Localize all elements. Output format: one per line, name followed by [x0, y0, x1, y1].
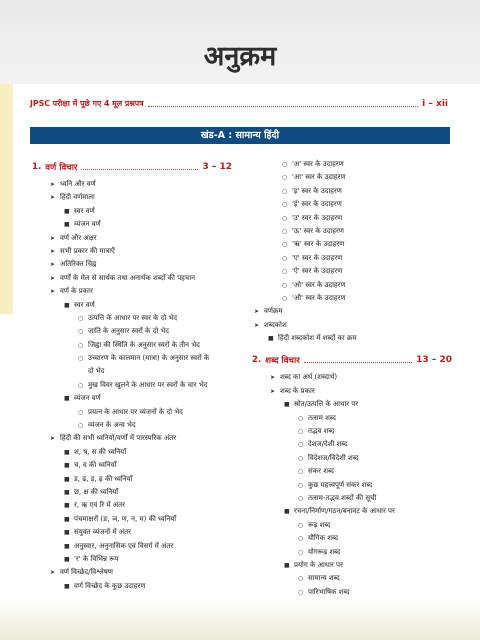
circle-bullet-icon: ○ — [298, 494, 304, 502]
square-bullet-icon: ■ — [64, 207, 70, 215]
square-bullet-icon: ■ — [64, 502, 70, 510]
toc-list-item[interactable] — [50, 272, 232, 285]
toc-list-item[interactable] — [270, 586, 452, 599]
square-bullet-icon: ■ — [268, 335, 274, 343]
toc-item-label: संयुक्त व्यंजनों में अंतर — [74, 528, 131, 537]
square-bullet-icon: ■ — [64, 301, 70, 309]
chapter-title: वर्ण विचार — [45, 163, 78, 173]
toc-item-label: व्यंजन के अन्य भेद — [88, 421, 136, 430]
dot-leader — [148, 106, 419, 107]
toc-item-label: दो भेद — [88, 367, 105, 376]
toc-list-item[interactable] — [270, 438, 452, 451]
arrow-bullet-icon: ➤ — [270, 374, 276, 382]
toc-entry-label: JPSC परीक्षा में पूछे गए 4 मूल प्रश्नपत्र — [30, 99, 144, 108]
square-bullet-icon: ■ — [64, 462, 70, 470]
square-bullet-icon: ■ — [64, 529, 70, 537]
toc-item-label: जिह्वा की स्थिति के अनुसार स्वरों के तीन भेद — [88, 340, 200, 349]
toc-item-label: पंचमाक्षरों (ङ, ञ, ण, न, म) की ध्वनियाँ — [74, 514, 177, 523]
circle-bullet-icon: ○ — [298, 521, 304, 529]
toc-list-item[interactable] — [254, 332, 452, 345]
circle-bullet-icon: ○ — [282, 227, 288, 235]
toc-list-item[interactable] — [50, 499, 232, 512]
toc-list-item[interactable] — [270, 546, 452, 559]
arrow-bullet-icon: ➤ — [50, 234, 56, 242]
toc-item-label: पारिभाषिक शब्द — [308, 587, 350, 596]
toc-list-item[interactable] — [50, 486, 232, 499]
circle-bullet-icon: ○ — [78, 341, 84, 349]
section-title: खंड-A : सामान्य हिंदी — [200, 130, 280, 141]
toc-list-item[interactable] — [50, 218, 232, 231]
arrow-bullet-icon: ➤ — [270, 387, 276, 395]
toc-list-item[interactable] — [50, 406, 232, 419]
toc-item-label: 'ऐ' स्वर के उदाहरण — [292, 267, 343, 276]
circle-bullet-icon: ○ — [282, 268, 288, 276]
toc-item-label: अनुस्वार, अनुनासिक एवं विसर्ग में अंतर — [74, 541, 174, 550]
toc-list-item[interactable] — [50, 352, 232, 365]
toc-item-label: तद्भव शब्द — [308, 427, 335, 436]
toc-list-item[interactable] — [254, 305, 452, 318]
arrow-bullet-icon: ➤ — [50, 435, 56, 443]
toc-item-label: वर्णक्रम — [264, 307, 283, 316]
circle-bullet-icon: ○ — [78, 422, 84, 430]
toc-entry-jpsc[interactable] — [30, 97, 448, 111]
toc-list-item[interactable] — [254, 292, 452, 305]
toc-list-item[interactable] — [50, 553, 232, 566]
toc-list-item[interactable] — [270, 519, 452, 532]
toc-item-label: 'आ' स्वर के उदाहरण — [292, 173, 346, 182]
toc-right-column — [252, 158, 452, 599]
toc-item-label: जाति के अनुसार स्वरों के दो भेद — [88, 327, 170, 336]
toc-list-item[interactable] — [254, 319, 452, 332]
circle-bullet-icon: ○ — [78, 355, 84, 363]
arrow-bullet-icon: ➤ — [254, 308, 260, 316]
square-bullet-icon: ■ — [284, 561, 290, 569]
toc-item-label: ड, ढ, ड़, ढ़ की ध्वनियाँ — [74, 474, 133, 483]
toc-item-label: वर्ण और अक्षर — [60, 233, 97, 242]
square-bullet-icon: ■ — [64, 448, 70, 456]
circle-bullet-icon: ○ — [78, 408, 84, 416]
toc-list-item[interactable] — [50, 526, 232, 539]
toc-list-item[interactable] — [50, 540, 232, 553]
toc-list-item[interactable] — [254, 265, 452, 278]
arrow-bullet-icon: ➤ — [50, 288, 56, 296]
circle-bullet-icon: ○ — [298, 535, 304, 543]
toc-list-item[interactable] — [50, 446, 232, 459]
toc-item-label: कुछ महत्त्वपूर्ण संकर शब्द — [308, 480, 373, 489]
circle-bullet-icon: ○ — [298, 441, 304, 449]
toc-list-item[interactable] — [270, 465, 452, 478]
toc-item-label: 'इ' स्वर के उदाहरण — [292, 186, 342, 195]
toc-item-label: हिंदी वर्णमाला — [60, 193, 95, 202]
toc-item-label: र, ऋ एवं रि में अंतर — [74, 501, 126, 510]
toc-item-label: मुख विवर खुलने के आधार पर स्वरों के चार भेद — [88, 380, 208, 389]
chapter-pages: 3 – 12 — [202, 162, 232, 172]
toc-item-label: 'ई' स्वर के उदाहरण — [292, 200, 342, 209]
toc-item-label: स्वर वर्ण — [74, 206, 95, 215]
toc-list-item[interactable] — [254, 238, 452, 251]
toc-list-item[interactable] — [50, 473, 232, 486]
toc-list-item[interactable] — [254, 279, 452, 292]
toc-item-label: योगरूढ़ शब्द — [308, 547, 341, 556]
circle-bullet-icon: ○ — [282, 161, 288, 168]
square-bullet-icon: ■ — [64, 488, 70, 496]
toc-list-item[interactable] — [50, 285, 232, 298]
circle-bullet-icon: ○ — [282, 187, 288, 195]
toc-item-label: स्वर वर्ण — [74, 300, 95, 309]
square-bullet-icon: ■ — [64, 555, 70, 563]
toc-list-item[interactable] — [270, 398, 452, 411]
toc-item-label: संकर शब्द — [308, 467, 335, 476]
circle-bullet-icon: ○ — [298, 548, 304, 556]
toc-item-label: हिंदी की सभी ध्वनियों/वर्णों में पारस्परिक अंतर — [60, 434, 177, 443]
toc-list-item[interactable] — [270, 532, 452, 545]
toc-item-label: 'र' के विभिन्न रूप — [74, 554, 119, 563]
toc-list-item[interactable] — [50, 178, 232, 191]
toc-list-item[interactable] — [50, 392, 232, 405]
toc-list-item[interactable] — [50, 339, 232, 352]
circle-bullet-icon: ○ — [298, 414, 304, 422]
circle-bullet-icon: ○ — [298, 588, 304, 596]
toc-item-label: रचना/निर्माण/गठन/बनावट के आधार पर — [294, 507, 395, 516]
toc-list-item[interactable] — [254, 212, 452, 225]
toc-item-label: च, व की ध्वनियाँ — [74, 461, 117, 470]
toc-list-item[interactable] — [50, 365, 232, 378]
toc-item-label: उत्पत्ति के आधार पर स्वर के दो भेद — [88, 313, 178, 322]
dot-leader — [81, 169, 198, 170]
toc-list-item[interactable] — [50, 191, 232, 204]
toc-list-item[interactable] — [50, 419, 232, 432]
arrow-bullet-icon: ➤ — [50, 194, 56, 202]
toc-list-item[interactable] — [50, 459, 232, 472]
square-bullet-icon: ■ — [284, 401, 290, 409]
circle-bullet-icon: ○ — [298, 481, 304, 489]
arrow-bullet-icon: ➤ — [50, 261, 56, 269]
toc-list-item[interactable] — [254, 171, 452, 184]
square-bullet-icon: ■ — [64, 542, 70, 550]
toc-item-label: 'ऋ' स्वर के उदाहरण — [292, 240, 345, 249]
toc-list — [270, 371, 452, 599]
toc-item-label: स्रोत/उत्पत्ति के आधार पर — [294, 400, 359, 409]
toc-item-label: शब्द का अर्थ (शब्दार्थ) — [280, 373, 338, 382]
circle-bullet-icon: ○ — [298, 468, 304, 476]
toc-item-label: वर्णों के मेल से सार्थक तथा अनार्थक शब्दों की पहचान — [60, 273, 196, 282]
toc-item-label: ध्वनि और वर्ण — [60, 180, 96, 188]
arrow-bullet-icon: ➤ — [50, 247, 56, 255]
toc-item-label: शब्दकोश — [264, 320, 287, 329]
toc-list-item[interactable] — [270, 505, 452, 518]
circle-bullet-icon: ○ — [282, 201, 288, 209]
toc-list — [50, 178, 232, 593]
square-bullet-icon: ■ — [64, 515, 70, 523]
toc-list-item[interactable] — [270, 371, 452, 384]
decorative-strip — [0, 84, 13, 314]
toc-list-item[interactable] — [50, 379, 232, 392]
toc-list-item[interactable] — [50, 299, 232, 312]
circle-bullet-icon: ○ — [298, 575, 304, 583]
toc-list-item[interactable] — [254, 198, 452, 211]
circle-bullet-icon: ○ — [78, 314, 84, 322]
toc-item-label: 'ए' स्वर के उदाहरण — [292, 253, 343, 262]
toc-item-label: वर्ण विच्छेद के कुछ उदाहरण — [74, 581, 146, 590]
toc-list-item[interactable] — [270, 559, 452, 572]
toc-list-item[interactable] — [254, 185, 452, 198]
toc-item-label: 'औ' स्वर के उदाहरण — [292, 293, 346, 302]
toc-item-label: सामान्य शब्द — [308, 574, 340, 583]
toc-item-label: 'ऊ' स्वर के उदाहरण — [292, 226, 344, 235]
circle-bullet-icon: ○ — [282, 281, 288, 289]
chapter-heading[interactable] — [32, 160, 232, 174]
chapter-number: 2. — [252, 355, 262, 366]
circle-bullet-icon: ○ — [78, 381, 84, 389]
toc-list-item[interactable] — [50, 232, 232, 245]
toc-list-item[interactable] — [270, 452, 452, 465]
toc-item-label: विदेशज/विदेशी शब्द — [308, 453, 359, 462]
square-bullet-icon: ■ — [64, 475, 70, 483]
toc-item-label: शब्द के प्रकार — [280, 386, 315, 395]
toc-list-item[interactable] — [254, 158, 452, 171]
arrow-bullet-icon: ➤ — [50, 569, 56, 577]
toc-item-label: तत्सम शब्द — [308, 413, 336, 422]
section-banner — [30, 127, 450, 144]
arrow-bullet-icon: ➤ — [50, 181, 56, 188]
toc-list-item[interactable] — [50, 325, 232, 338]
toc-list-item[interactable] — [270, 385, 452, 398]
toc-list-item[interactable] — [270, 492, 452, 505]
page-title: अनुक्रम — [203, 41, 277, 72]
toc-item-label: तत्सम-तद्भव शब्दों की सूची — [308, 493, 377, 502]
toc-item-label: अतिरिक्त चिह्न — [60, 260, 97, 269]
toc-item-label: 'ओ' स्वर के उदाहरण — [292, 280, 346, 289]
chapter-title: शब्द विचार — [265, 356, 300, 367]
chapter-pages: 13 – 20 — [416, 355, 452, 366]
dot-leader — [304, 362, 412, 363]
toc-list-item[interactable] — [50, 580, 232, 593]
toc-item-label: यौगिक शब्द — [308, 534, 339, 543]
toc-item-label: उच्चारण के कालमान (मात्रा) के अनुसार स्वरों के — [88, 354, 210, 363]
chapter-number: 1. — [32, 162, 42, 172]
square-bullet-icon: ■ — [64, 395, 70, 403]
toc-list-item[interactable] — [270, 425, 452, 438]
toc-item-label: प्रयोग के आधार पर — [294, 560, 343, 569]
toc-item-label: सभी प्रकार की मात्राएँ — [60, 246, 115, 255]
arrow-bullet-icon: ➤ — [50, 274, 56, 282]
chapter-heading[interactable] — [252, 353, 452, 367]
square-bullet-icon: ■ — [64, 582, 70, 590]
toc-left-column — [32, 160, 232, 593]
toc-list-item[interactable] — [270, 479, 452, 492]
circle-bullet-icon: ○ — [298, 454, 304, 462]
toc-list-item[interactable] — [50, 205, 232, 218]
circle-bullet-icon: ○ — [78, 328, 84, 336]
toc-list-item[interactable] — [254, 252, 452, 265]
page-footer-fade — [0, 598, 480, 640]
toc-item-label: हिंदी शब्दकोश में शब्दों का क्रम — [278, 334, 357, 343]
circle-bullet-icon: ○ — [282, 241, 288, 249]
toc-list-item[interactable] — [270, 572, 452, 585]
toc-list-item[interactable] — [50, 432, 232, 445]
toc-item-label: देशज/देशी शब्द — [308, 440, 348, 449]
toc-item-label: वर्ण के प्रकार — [60, 287, 93, 296]
square-bullet-icon: ■ — [64, 221, 70, 229]
toc-item-label: 'उ' स्वर के उदाहरण — [292, 213, 343, 222]
toc-list-item[interactable] — [50, 258, 232, 271]
circle-bullet-icon: ○ — [282, 254, 288, 262]
toc-item-label: रूढ़ शब्द — [308, 520, 331, 529]
toc-item-label: प्रयत्न के आधार पर व्यंजनों के दो भेद — [88, 407, 183, 416]
circle-bullet-icon: ○ — [282, 214, 288, 222]
toc-item-label: 'अ' स्वर के उदाहरण — [292, 160, 344, 168]
toc-list-item[interactable] — [50, 245, 232, 258]
toc-list — [254, 158, 452, 345]
toc-item-label: व्यंजन वर्ण — [74, 394, 101, 403]
page-header — [0, 0, 480, 84]
toc-item-label: वर्ण विच्छेद/विश्लेषण — [60, 568, 113, 577]
toc-list-item[interactable] — [50, 312, 232, 325]
toc-item-label: श, ष, स की ध्वनियाँ — [74, 447, 127, 456]
toc-list-item[interactable] — [254, 225, 452, 238]
circle-bullet-icon: ○ — [298, 428, 304, 436]
toc-entry-pages: i – xii — [422, 99, 448, 109]
circle-bullet-icon: ○ — [282, 294, 288, 302]
toc-item-label: छ, क्ष की ध्वनियाँ — [74, 487, 119, 496]
square-bullet-icon: ■ — [284, 508, 290, 516]
circle-bullet-icon: ○ — [282, 174, 288, 182]
toc-item-label: व्यंजन वर्ण — [74, 220, 101, 229]
toc-list-item[interactable] — [50, 513, 232, 526]
toc-list-item[interactable] — [50, 566, 232, 579]
arrow-bullet-icon: ➤ — [254, 321, 260, 329]
toc-list-item[interactable] — [270, 412, 452, 425]
